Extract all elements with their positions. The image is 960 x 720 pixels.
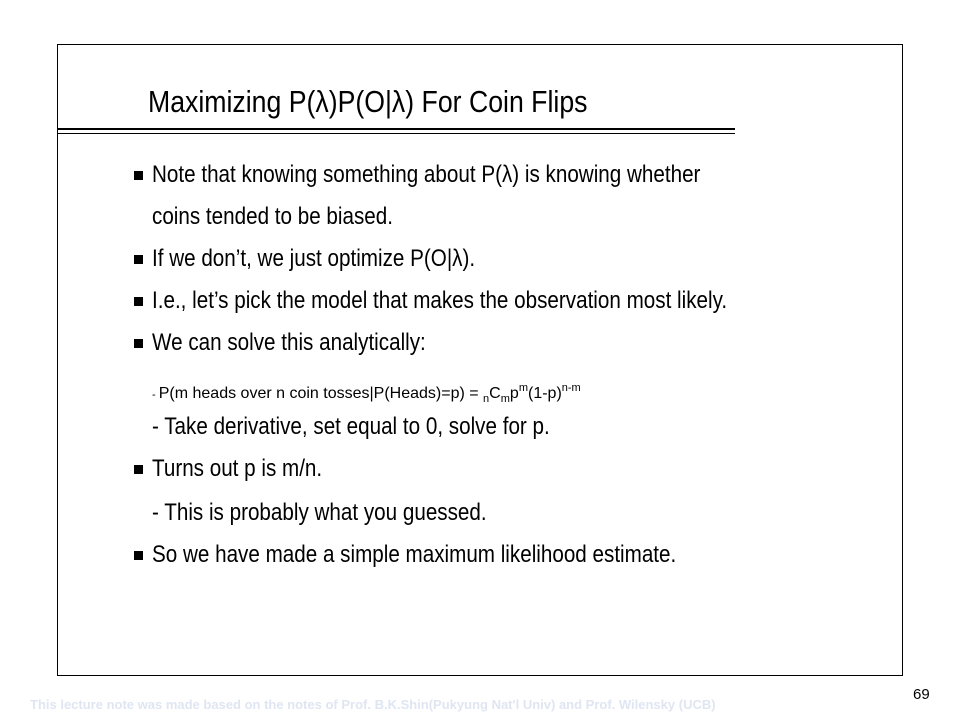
bullet-1-text-pre: Note that knowing something about — [152, 161, 482, 188]
guess-line: - This is probably what you guessed. — [152, 499, 487, 526]
bullet-5-text: Turns out p is — [152, 455, 283, 482]
formula-sub-m: m — [500, 393, 510, 405]
bullet-marker-4 — [134, 339, 143, 348]
derivative-end: . — [544, 413, 550, 440]
bullet-marker-5 — [134, 465, 143, 474]
formula-sup-nm: n-m — [561, 382, 581, 394]
page-number: 69 — [913, 686, 930, 703]
derivative-p: p — [532, 413, 545, 440]
bullet-1-line-2: coins tended to be biased. — [152, 203, 393, 230]
bullet-2-text: If we don’t, we just optimize — [152, 245, 411, 272]
bullet-1-text-post: is knowing whether — [519, 161, 701, 188]
bullet-2-math: P(O|λ). — [410, 245, 476, 272]
formula-p: p — [509, 385, 519, 402]
bullet-2-line — [152, 244, 475, 274]
formula-left: P(m heads over n coin tosses|P(Heads)=p) = — [158, 385, 484, 402]
title-suffix: For Coin Flips — [414, 84, 588, 119]
formula-c: C — [489, 385, 501, 402]
bullet-6-line: So we have made a simple maximum likelihood estimate. — [152, 541, 677, 568]
bullet-3-line: I.e., let’s pick the model that makes the observation most likely. — [152, 287, 728, 314]
title-math: P(λ)P(O|λ) — [288, 84, 415, 119]
bullet-5-end: . — [316, 455, 323, 482]
formula-rest: (1-p) — [527, 385, 562, 402]
formula-sup-m: m — [518, 382, 528, 394]
formula-sub-n: n — [483, 393, 490, 405]
bullet-marker-2 — [134, 255, 143, 264]
slide-title — [148, 82, 587, 122]
bullet-marker-1 — [134, 171, 143, 180]
derivative-zero: 0 — [425, 413, 438, 440]
formula-dash: - — [152, 389, 159, 401]
derivative-text-pre: - Take derivative, set equal to — [152, 413, 426, 440]
slide-frame — [57, 44, 903, 676]
bullet-1-line-1 — [152, 160, 700, 190]
derivative-text-mid: , solve for — [437, 413, 533, 440]
bullet-5-math: m/n — [282, 455, 317, 482]
probability-formula — [152, 377, 581, 410]
bullet-5-line — [152, 454, 322, 484]
bullet-marker-3 — [134, 297, 143, 306]
bullet-marker-6 — [134, 551, 143, 560]
title-underline — [57, 128, 735, 134]
title-prefix: Maximizing — [148, 84, 289, 119]
bullet-1-math: P(λ) — [481, 161, 520, 188]
footer-note: This lecture note was made based on the notes of Prof. B.K.Shin(Pukyung Nat'l Univ) and Prof. Wilensky (UCB) — [30, 697, 716, 712]
bullet-4-line: We can solve this analytically: — [152, 329, 426, 356]
derivative-line — [152, 412, 550, 442]
